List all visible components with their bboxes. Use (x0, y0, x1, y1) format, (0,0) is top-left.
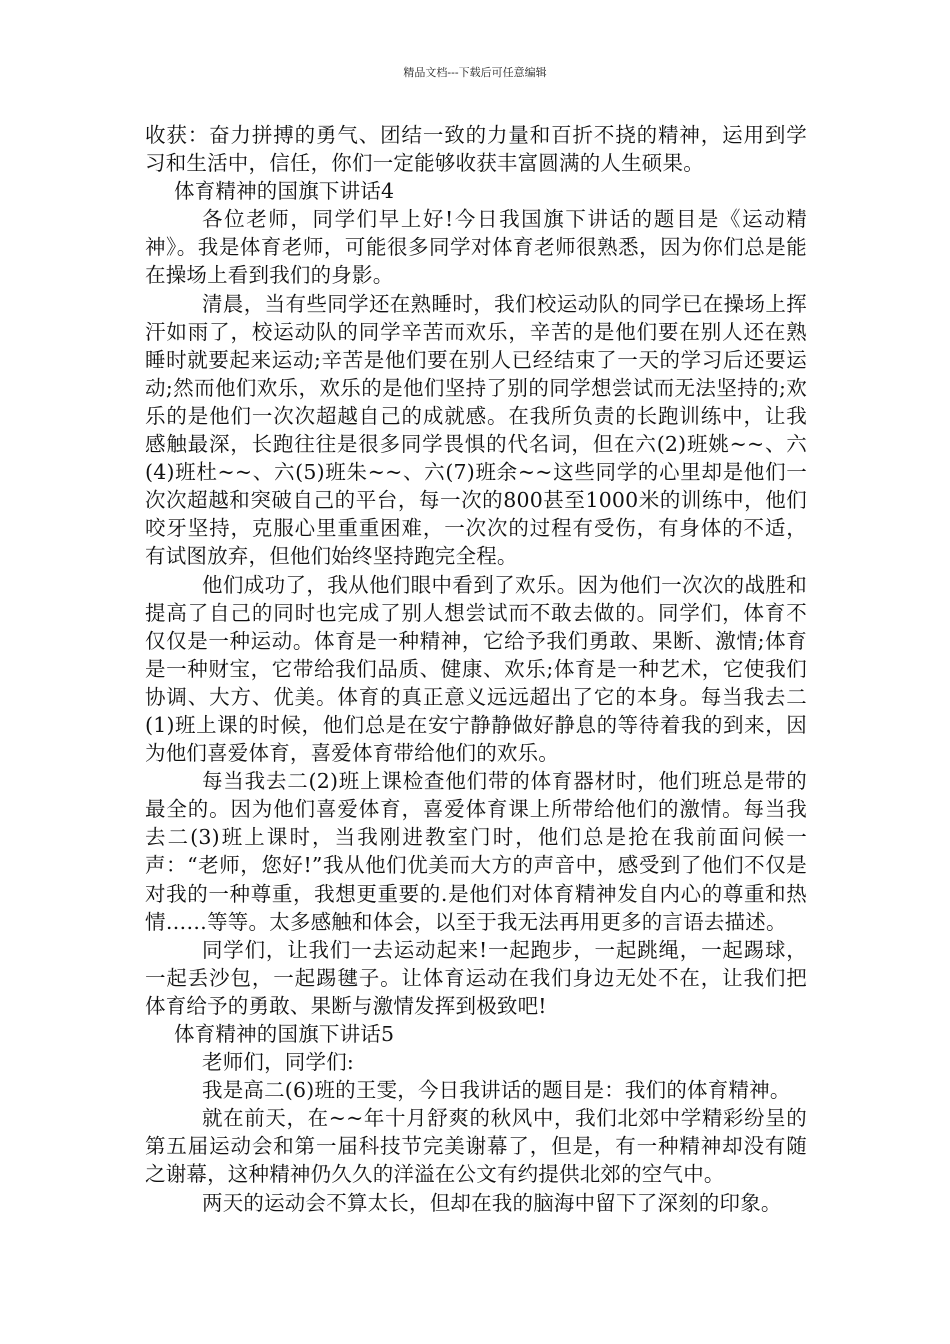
paragraph-continuation: 收获：奋力拼搏的勇气、团结一致的力量和百折不挠的精神，运用到学习和生活中，信任，你们一定能够收获丰富圆满的人生硕果。 (145, 123, 807, 176)
section-heading-4: 体育精神的国旗下讲话4 (174, 179, 395, 204)
paragraph: 两天的运动会不算太长，但却在我的脑海中留下了深刻的印象。 (202, 1190, 782, 1215)
paragraph: 每当我去二(2)班上课检查他们带的体育器材时，他们班总是带的最全的。因为他们喜爱体育，喜爱体育课上所带给他们的激情。每当我去二(3)班上课时，当我刚进教室门时，他们总是抢在我前面问候一声：“老师，您好!”我从他们优美而大方的声音中，感受到了他们不仅是对我的一种尊重，我想更重要的.是他们对体育精神发自内心的尊重和热情……等等。太多感触和体会，以至于我无法再用更多的言语去描述。 (145, 769, 807, 934)
paragraph: 各位老师，同学们早上好!今日我国旗下讲话的题目是《运动精神》。我是体育老师，可能很多同学对体育老师很熟悉，因为你们总是能在操场上看到我们的身影。 (145, 207, 807, 288)
paragraph: 同学们，让我们一去运动起来!一起跑步，一起跳绳，一起踢球，一起丢沙包，一起踢毽子。让体育运动在我们身边无处不在，让我们把体育给予的勇敢、果断与激情发挥到极致吧! (145, 937, 807, 1018)
paragraph: 清晨，当有些同学还在熟睡时，我们校运动队的同学已在操场上挥汗如雨了，校运动队的同学辛苦而欢乐，辛苦的是他们要在别人还在熟睡时就要起来运动;辛苦是他们要在别人已经结束了一天的学习后还要运动;然而他们欢乐，欢乐的是他们坚持了别的同学想尝试而无法坚持的;欢乐的是他们一次次超越自己的成就感。在我所负责的长跑训练中，让我感触最深，长跑往往是很多同学畏惧的代名词，但在六(2)班姚~~、六(4)班杜~~、六(5)班朱~~、六(7)班余~~这些同学的心里却是他们一次次超越和突破自己的平台，每一次的800甚至1000米的训练中，他们咬牙坚持，克服心里重重困难，一次次的过程有受伤，有身体的不适，有试图放弃，但他们始终坚持跑完全程。 (145, 291, 807, 569)
paragraph: 就在前天，在~~年十月舒爽的秋风中，我们北郊中学精彩纷呈的第五届运动会和第一届科技节完美谢幕了，但是，有一种精神却没有随之谢幕，这种精神仍久久的洋溢在公文有约提供北郊的空气中。 (145, 1106, 807, 1187)
document-body (145, 121, 807, 1217)
page-header: 精品文档---下载后可任意编辑 (403, 66, 547, 79)
section-heading-5: 体育精神的国旗下讲话5 (174, 1022, 395, 1046)
salutation: 老师们，同学们: (202, 1050, 355, 1075)
paragraph: 他们成功了，我从他们眼中看到了欢乐。因为他们一次次的战胜和提高了自己的同时也完成了别人想尝试而不敢去做的。同学们，体育不仅仅是一种运动。体育是一种精神，它给予我们勇敢、果断、激情;体育是一种财宝，它带给我们品质、健康、欢乐;体育是一种艺术，它使我们协调、大方、优美。体育的真正意义远远超出了它的本身。每当我去二(1)班上课的时候，他们总是在安宁静静做好静息的等待着我的到来，因为他们喜爱体育，喜爱体育带给他们的欢乐。 (145, 572, 807, 766)
paragraph: 我是高二(6)班的王雯，今日我讲话的题目是：我们的体育精神。 (202, 1078, 791, 1103)
